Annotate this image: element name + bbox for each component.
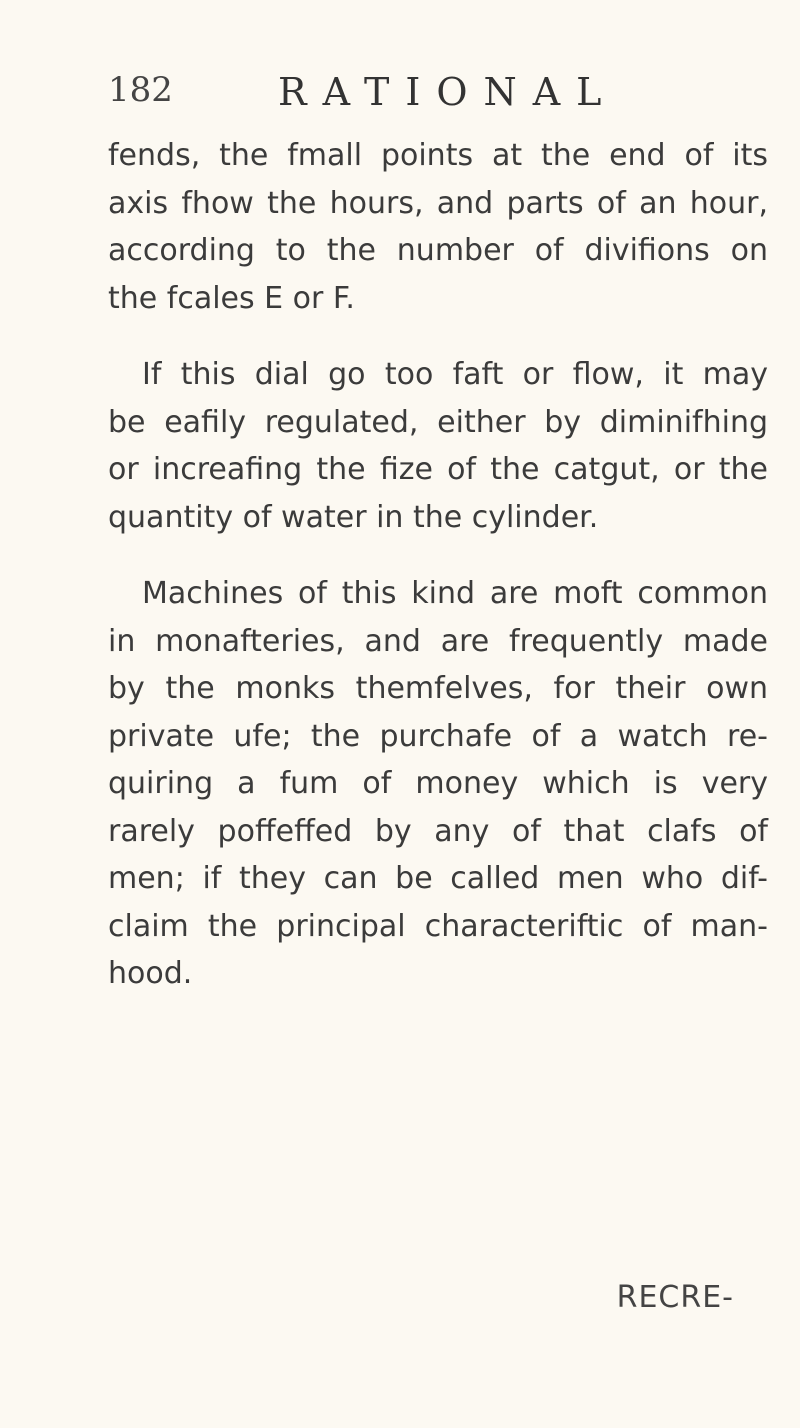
text-line: Machines of this kind are moft common — [142, 576, 768, 611]
body-text — [108, 132, 768, 1027]
paragraph — [108, 132, 768, 322]
text-line: hood. — [108, 956, 193, 991]
text-line: fends, the fmall points at the end of its — [108, 138, 768, 173]
text-line: claim the principal characteriftic of man- — [108, 908, 768, 944]
text-line: axis fhow the hours, and parts of an hour, — [108, 185, 768, 221]
text-line: men; if they can be called men who dif- — [108, 861, 768, 896]
running-head: RATIONAL — [278, 70, 618, 114]
text-line: by the monks themfelves, for their own — [108, 671, 768, 706]
page-header — [108, 70, 748, 120]
paragraph — [108, 351, 768, 541]
text-line: quantity of water in the cylinder. — [108, 499, 599, 535]
text-line: rarely poffeffed by any of that clafs of — [108, 813, 768, 849]
text-line: quiring a fum of money which is very — [108, 766, 768, 801]
text-line: according to the number of divifions on — [108, 233, 768, 268]
text-line: private ufe; the purchafe of a watch re- — [108, 718, 768, 754]
text-line: If this dial go too faft or flow, it may — [142, 357, 768, 392]
text-line: or increafing the fize of the catgut, or the — [108, 452, 768, 487]
text-line: be eafily regulated, either by diminifhing — [108, 404, 768, 440]
text-line: in monafteries, and are frequently made — [108, 623, 768, 659]
catchword: RECRE- — [616, 1280, 734, 1315]
page-number: 182 — [108, 70, 173, 110]
paragraph — [108, 570, 768, 998]
text-line: the fcales E or F. — [108, 280, 355, 316]
